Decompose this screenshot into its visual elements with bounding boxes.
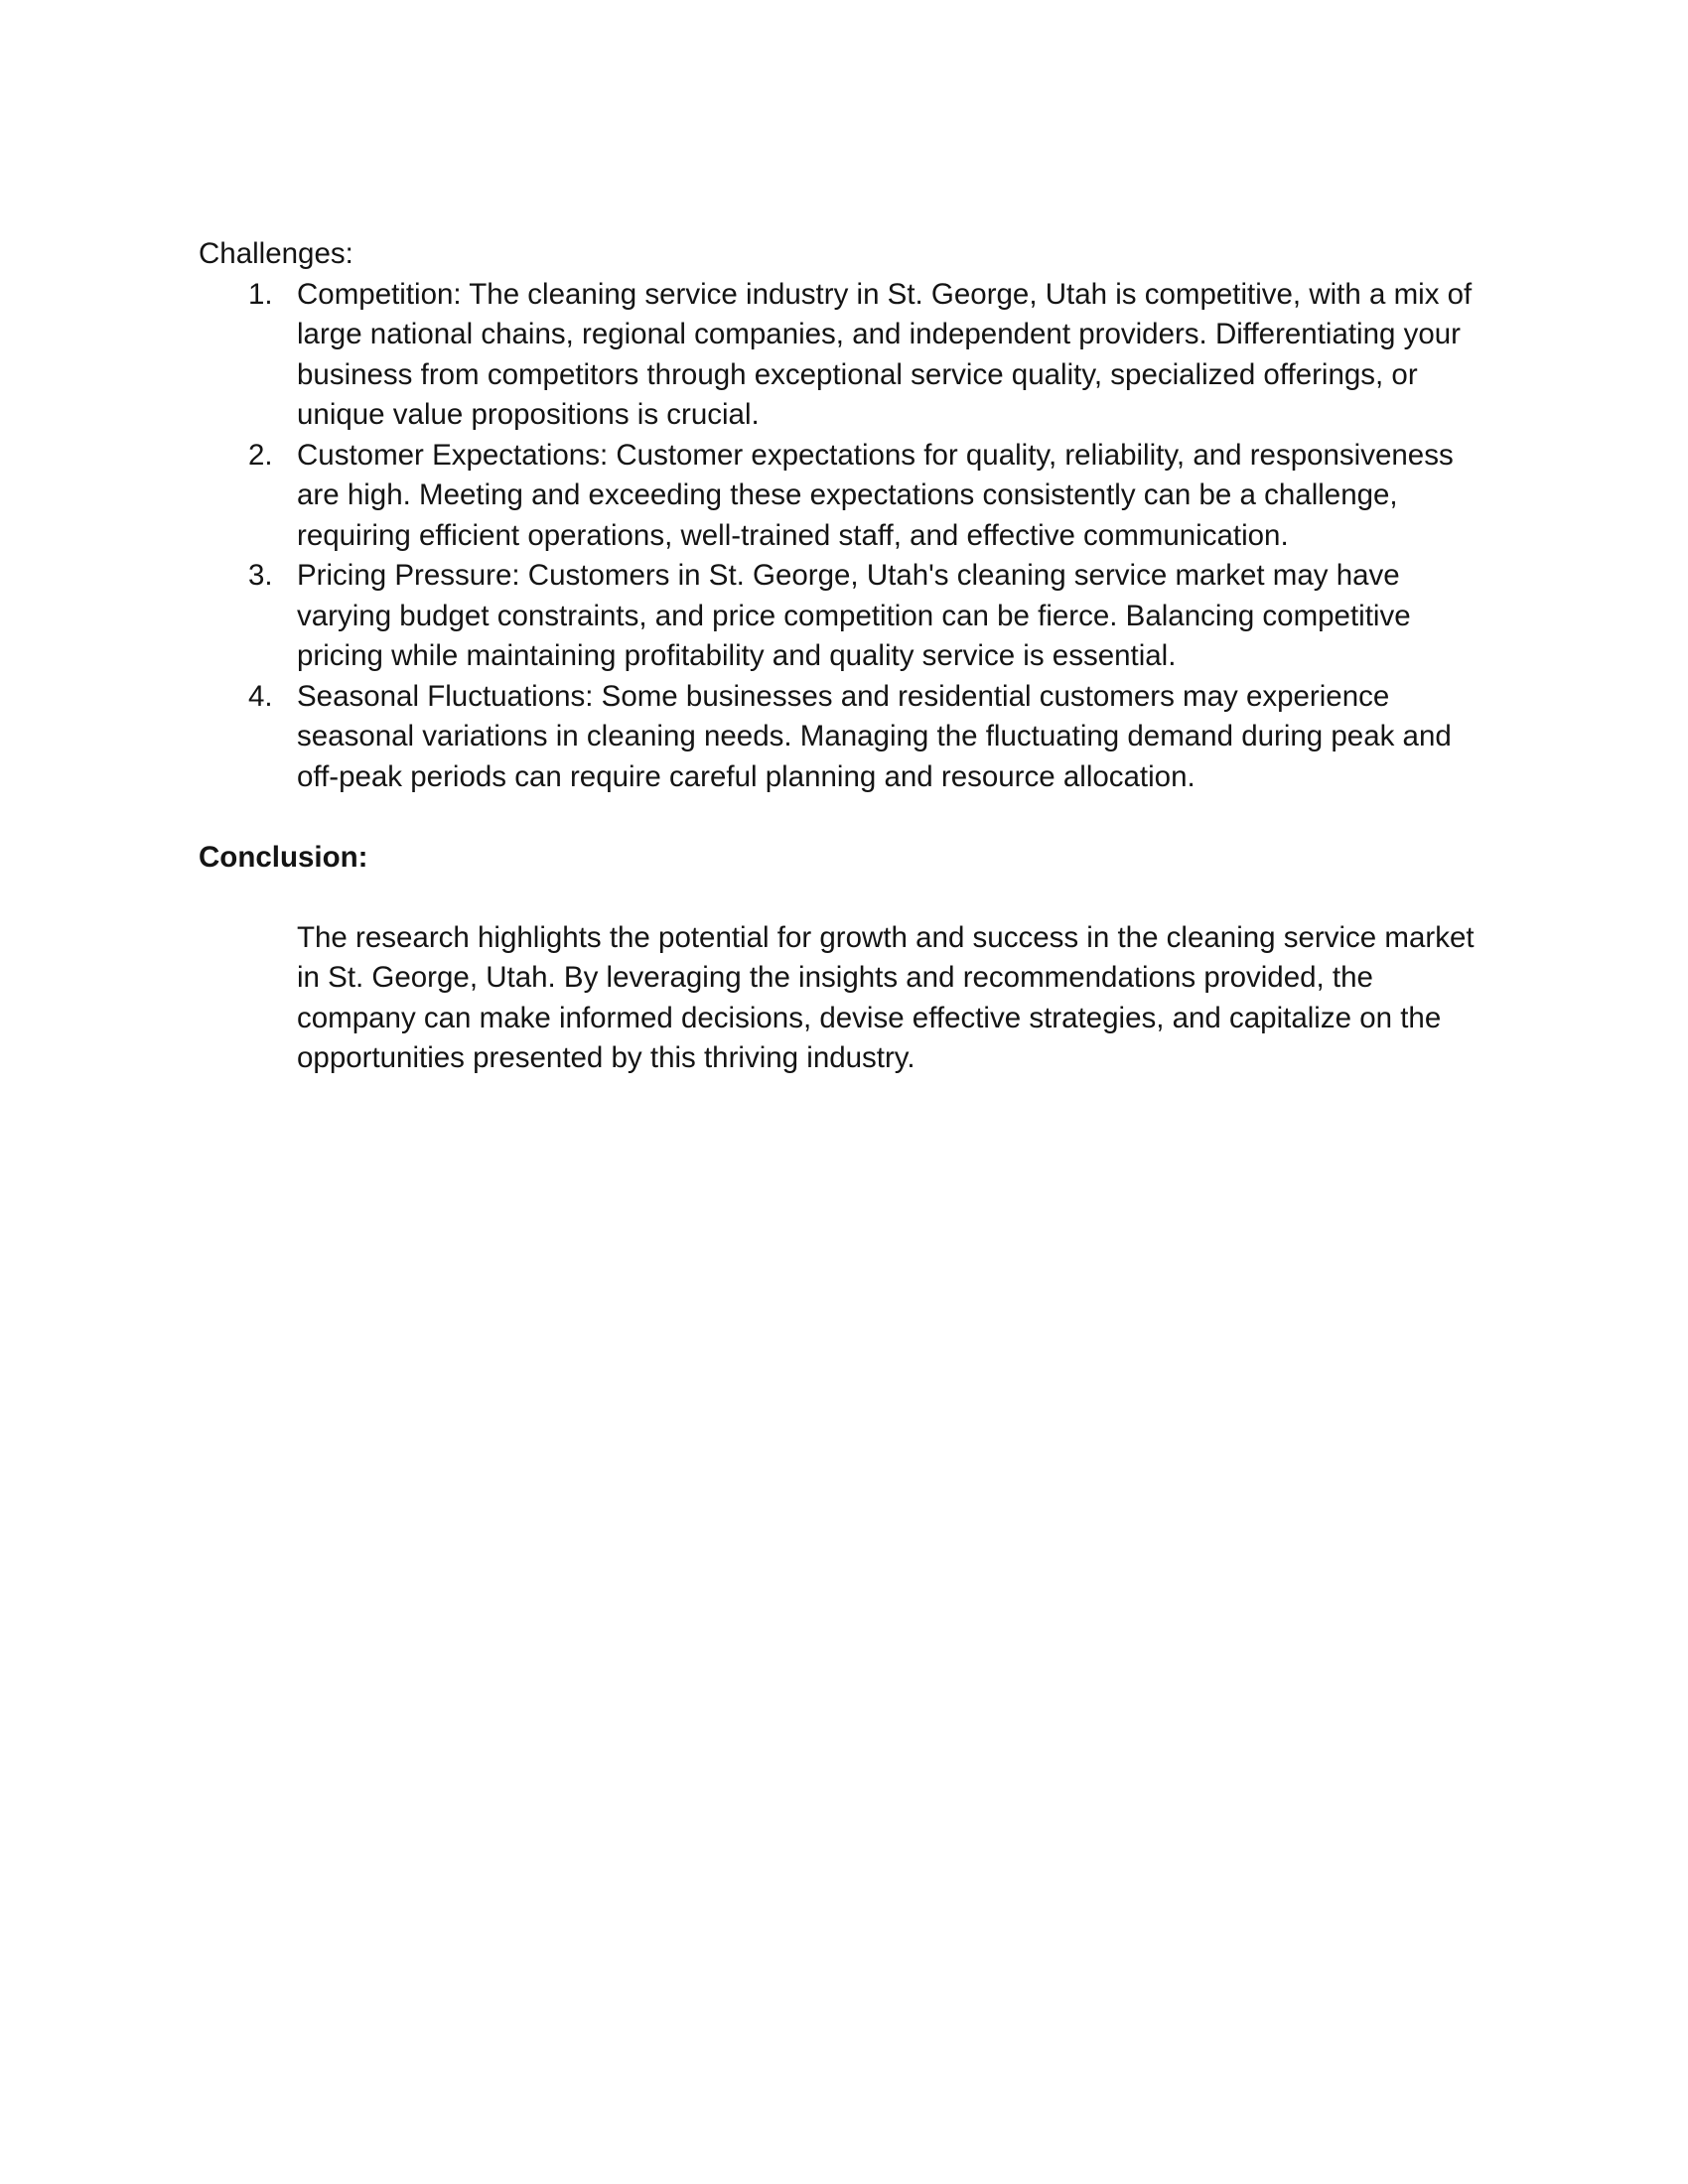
list-item-number: 1. [248, 277, 273, 311]
list-item-text: Competition: The cleaning service industry in St. George, Utah is competitive, with a mix of large national chains, regional companies, and independent providers. Differentiating your business from competitors through exceptional service quality, specialized offerings, or unique value propositions is crucial. [297, 277, 1473, 431]
list-item-text: Customer Expectations: Customer expectations for quality, reliability, and responsiveness are high. Meeting and exceeding these expectations consistently can be a challenge, requiring efficient operations, well-trained staff, and effective communication. [297, 438, 1454, 552]
conclusion-paragraph: The research highlights the potential for growth and success in the cleaning service market in St. George, Utah. By leveraging the insights and recommendations provided, the company can make informed decisions, devise effective strategies, and capitalize on the opportunities presented by this thriving industry. [297, 920, 1475, 1074]
list-item-text: Pricing Pressure: Customers in St. George, Utah's cleaning service market may have varying budget constraints, and price competition can be fierce. Balancing competitive pricing while maintaining profitability and quality service is essential. [297, 559, 1411, 672]
challenges-list [199, 275, 1489, 798]
page-content [199, 234, 1489, 1079]
conclusion-heading: Conclusion: [199, 841, 368, 874]
list-item-number: 2. [248, 438, 273, 472]
list-item [199, 436, 1489, 557]
list-item [199, 677, 1489, 798]
list-item-number: 3. [248, 559, 273, 592]
list-item-text: Seasonal Fluctuations: Some businesses and residential customers may experience seasonal variations in cleaning needs. Managing the fluctuating demand during peak and off-peak periods can require careful planning and resource allocation. [297, 679, 1452, 793]
list-item [199, 556, 1489, 677]
list-item-number: 4. [248, 679, 273, 713]
challenges-label: Challenges: [199, 237, 353, 270]
list-item [199, 275, 1489, 436]
